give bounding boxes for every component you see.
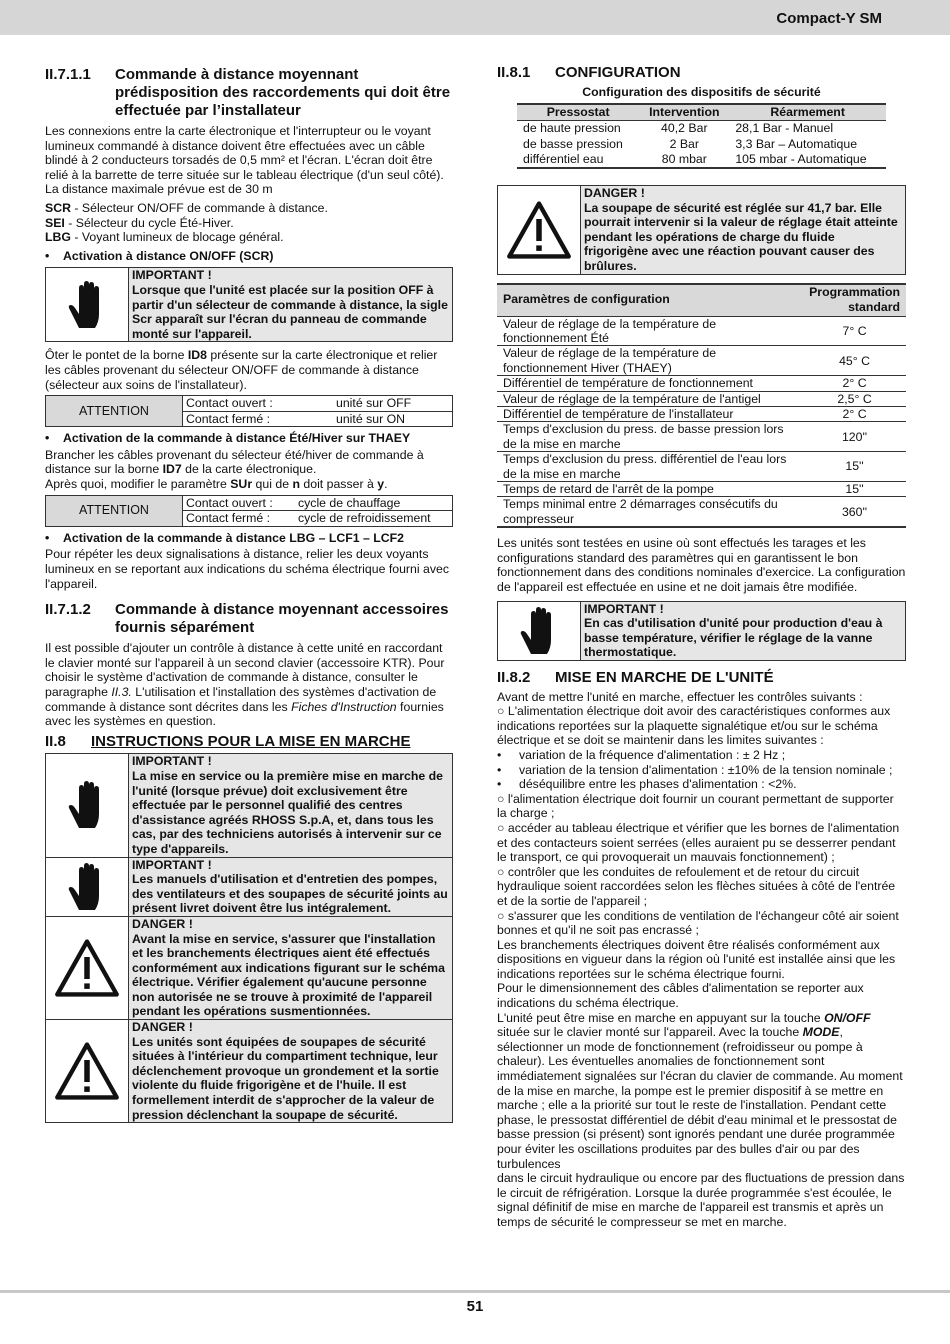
- column-header: Réarmement: [729, 104, 886, 121]
- attention-row: Contact ouvert : unité sur OFF: [183, 396, 452, 412]
- table-row: Différentiel de température de fonctionnement 2° C: [497, 376, 906, 391]
- hand-stop-icon: [46, 858, 129, 916]
- check-item: ○ accéder au tableau électrique et vérifier que les bornes de l'alimentation et des contacteurs soient serrées (elles auraient pu se desserrer pendant le transport, ce qui provoquerait un mauvais fonctionnement) ;: [497, 820, 900, 865]
- safety-devices-table: [517, 103, 886, 169]
- box-text: Les unités sont équipées de soupapes de sécurité situées à l'intérieur du compartiment technique, leur déclenchement provoque un grondement et la sortie violente du fluide frigorigène et de l'huile. Il est formellement interdit de s'approcher de la valeur de pression déclenchant la soupape de sécurité.: [132, 1034, 439, 1122]
- table-caption: Configuration des dispositifs de sécurité: [582, 84, 821, 99]
- page-number: 51: [466, 1298, 484, 1315]
- box-title: IMPORTANT !: [584, 601, 664, 616]
- table-row: différentiel eau 80 mbar 105 mbar - Automatique: [517, 152, 886, 168]
- section-heading-ii-7-1-2: [45, 601, 453, 637]
- paragraph: Avant de mettre l'unité en marche, effectuer les contrôles suivants :: [497, 689, 863, 704]
- check-item: ○ l'alimentation électrique doit fournir un courant permettant de supporter la charge ;: [497, 791, 894, 821]
- warning-triangle-icon: [46, 917, 129, 1019]
- warning-triangle-icon: [46, 1020, 129, 1122]
- box-title: DANGER !: [584, 186, 645, 200]
- box-text: En cas d'utilisation d'unité pour production d'eau à basse température, vérifier le réglage de la vanne thermostatique.: [584, 616, 883, 660]
- column-header: Programmation standard: [803, 284, 906, 317]
- section-number: II.7.1.2: [45, 601, 91, 619]
- table-row: Différentiel de température de l'installateur 2° C: [497, 407, 906, 422]
- box-text: La mise en service ou la première mise en marche de l'unité (lorsque prévue) doit exclusivement être effectuée par le personnel qualifié des centres d'assistance agréés RHOSS S.p.A, et, dans tous les cas, par des techniciens autorisés à intervenir sur ce type d'appareils.: [132, 768, 443, 856]
- box-title: DANGER !: [132, 1020, 193, 1035]
- attention-label: ATTENTION: [46, 396, 183, 426]
- list-item: • déséquilibre entre les phases d'alimentation : <2%.: [497, 777, 797, 792]
- paragraph: Les unités sont testées en usine où sont effectués les tarages et les configurations standard des paramètres qui en garantissent le bon fonctionnement dans des conditions nominales d'exercice. La configuration de l'appareil est effectuée en usine et ne doit jamais être modifiée.: [497, 536, 906, 595]
- list-item: • variation de la fréquence d'alimentation : ± 2 Hz ;: [497, 747, 786, 762]
- warning-triangle-icon: [498, 186, 581, 274]
- section-title: MISE EN MARCHE DE L'UNITÉ: [555, 669, 774, 686]
- definition-lbg: LBG - Voyant lumineux de blocage général.: [45, 230, 284, 245]
- left-column: [45, 66, 453, 1129]
- section-title: INSTRUCTIONS POUR LA MISE EN MARCHE: [91, 732, 411, 750]
- table-row: Temps d'exclusion du press. différentiel de l'eau lors de la mise en marche 15'': [497, 452, 906, 482]
- column-header: Intervention: [639, 104, 729, 121]
- paragraph: Les branchements électriques doivent être réalisés conformément aux dispositions en vigueur dans la région où l'unité est installée ainsi que les indications reportées sur le schéma électrique fourni.: [497, 937, 896, 981]
- attention-table: [45, 395, 453, 427]
- paragraph: Après quoi, modifier le paramètre SUr qui de n doit passer à y.: [45, 477, 388, 492]
- box-text: La soupape de sécurité est réglée sur 41,7 bar. Elle pourrait intervenir si la valeur de réglage était atteinte pendant les opérations de charge du fluide frigorigène avec une réaction pouvant causer des brûlures.: [584, 200, 898, 273]
- attention-row: Contact fermé : cycle de refroidissement: [186, 511, 431, 526]
- section-heading-ii-8-1: [497, 66, 906, 81]
- paragraph: Brancher les câbles provenant du sélecteur été/hiver de commande à distance sur la borne ID7 de la carte électronique.: [45, 447, 424, 477]
- box-title: IMPORTANT !: [132, 857, 212, 872]
- column-header: Paramètres de configuration: [497, 284, 803, 317]
- important-box: [45, 267, 453, 342]
- paragraph: Ôter le pontet de la borne ID8 présente sur la carte électronique et relier les câbles provenant du sélecteur ON/OFF de commande à distance (sélecteur aux soins de l'installateur).: [45, 348, 438, 392]
- important-box: [46, 754, 452, 857]
- attention-label: ATTENTION: [46, 496, 183, 526]
- box-title: IMPORTANT !: [132, 754, 212, 769]
- safety-notice-stack: [45, 753, 453, 1123]
- section-heading-ii-8: [45, 732, 453, 750]
- section-number: II.8.2: [497, 669, 531, 686]
- check-item: ○ s'assurer que les conditions de ventilation de l'échangeur côté air soient bonnes et qu'il ne soit pas encrassé ;: [497, 908, 899, 938]
- hand-stop-icon: [46, 268, 129, 341]
- paragraph: Pour répéter les deux signalisations à distance, relier les deux voyants lumineux en se reportant aux indications du schéma électrique fourni avec l'appareil.: [45, 547, 449, 591]
- table-row: Temps de retard de l'arrêt de la pompe 15'': [497, 482, 906, 497]
- table-row: Valeur de réglage de la température de fonctionnement Été 7° C: [497, 316, 906, 346]
- section-title: Commande à distance moyennant prédisposition des raccordements qui doit être effectuée par l’installateur: [115, 66, 451, 119]
- check-item: ○ L'alimentation électrique doit avoir des caractéristiques conformes aux indications reportées sur la plaquette signalétique et/ou sur le schéma électrique et se doit se maintenir dans les limites suivantes :: [497, 704, 891, 748]
- box-title: DANGER !: [132, 916, 193, 931]
- section-heading-ii-8-2: [497, 671, 906, 686]
- footer-divider: [0, 1290, 950, 1293]
- paragraph: L'unité peut être mise en marche en appuyant sur la touche ON/OFF située sur le clavier monté sur l'appareil. Avec la touche MODE, sélectionner un mode de fonctionnement (refroidisseur ou pompe à chaleur). Les éventuelles anomalies de fonctionnement sont immédiatement signalées sur l'écran du clavier de commande. Au moment de la mise en marche, la pompe est le premier dispositif à se mettre en marche ; elle a la priorité sur tout le reste de l'installation. Pendant cette phase, le pressostat différentiel de débit d'eau minimal et le pressostat de basse pression (si présent) sont ignorés pendant une durée programmée pour éviter les oscillations produites par des bulles d'air ou par des turbulences: [497, 1010, 903, 1171]
- bullet-heading: • Activation à distance ON/OFF (SCR): [45, 248, 274, 263]
- section-number: II.7.1.1: [45, 66, 91, 83]
- hand-stop-icon: [498, 602, 581, 660]
- check-item: ○ contrôler que les conduites de refoulement et de retour du circuit hydraulique soient raccordées selon les flèches situées à côté de l'entrée et de la sortie de l'appareil ;: [497, 864, 896, 908]
- danger-box: [46, 917, 452, 1020]
- section-number: II.8: [45, 732, 66, 750]
- section-heading-ii-7-1-1: [45, 66, 453, 120]
- danger-box: [497, 185, 906, 275]
- hand-stop-icon: [46, 754, 129, 856]
- table-row: Temps d'exclusion du press. de basse pression lors de la mise en marche 120'': [497, 422, 906, 452]
- column-header: Pressostat: [517, 104, 639, 121]
- table-row: de basse pression 2 Bar 3,3 Bar – Automatique: [523, 136, 858, 151]
- table-row: Valeur de réglage de la température de fonctionnement Hiver (THAEY) 45° C: [497, 346, 906, 376]
- right-column: [497, 66, 906, 1230]
- attention-row: Contact fermé : unité sur ON: [186, 411, 406, 426]
- paragraph: Les connexions entre la carte électronique et l'interrupteur ou le voyant lumineux commandé à distance doivent être effectuées avec un câble blindé à 2 conducteurs torsadés de 0,5 mm² et l'écran. L'écran doit être relié à la barrette de terre située sur le tableau électrique (d'un seul côté). La distance maximale prévue est de 30 m: [45, 124, 444, 197]
- attention-table: [45, 495, 453, 527]
- paragraph: Pour le dimensionnement des câbles d'alimentation se reporter aux indications du schéma électrique.: [497, 981, 864, 1011]
- table-row: Temps minimal entre 2 démarrages consécutifs du compresseur 360'': [497, 497, 906, 527]
- paragraph: Il est possible d'ajouter un contrôle à distance à cette unité en raccordant le clavier monté sur l'appareil à un second clavier (accessoire KTR). Pour choisir le système d'activation de commande à distance, consulter le paragraphe II.3. L'utilisation et l'installation des systèmes d'activation de commande à distance sont décrites dans les Fiches d'Instruction fournies avec les systèmes en question.: [45, 641, 445, 729]
- box-text: Les manuels d'utilisation et d'entretien des pompes, des ventilateurs et des soupapes de sécurité joints au présent livret doivent être lus intégralement.: [132, 872, 448, 916]
- paragraph: dans le circuit hydraulique ou encore par des fluctuations de pression dans le circuit de réfrigération. Lorsque la durée programmée s'est écoulée, le signal définitif de mise en marche de l'appareil est transmis et après un temps de sécurité le compresseur se met en marche.: [497, 1171, 905, 1229]
- page-header: [0, 0, 950, 35]
- important-box: [497, 601, 906, 661]
- box-text: Avant la mise en service, s'assurer que l'installation et les branchements électriques aient été effectués conformément aux indications figurant sur le schéma électrique. Vérifier également qu'aucune personne non autorisée ne se trouve à proximité de l'appareil pendant les opérations susmentionnées.: [132, 931, 445, 1019]
- list-item: • variation de la tension d'alimentation : ±10% de la tension nominale ;: [497, 762, 893, 777]
- table-row: Valeur de réglage de la température de l'antigel 2,5° C: [497, 391, 906, 406]
- box-title: IMPORTANT !: [132, 268, 212, 283]
- important-box: [46, 858, 452, 917]
- bullet-heading: • Activation de la commande à distance Été/Hiver sur THAEY: [45, 431, 411, 446]
- section-title: CONFIGURATION: [555, 64, 681, 81]
- section-number: II.8.1: [497, 64, 531, 81]
- header-title: Compact-Y SM: [776, 10, 882, 27]
- configuration-parameters-table: [497, 283, 906, 529]
- bullet-heading: • Activation de la commande à distance LBG – LCF1 – LCF2: [45, 530, 404, 545]
- danger-box: [46, 1020, 452, 1122]
- table-row: de haute pression 40,2 Bar 28,1 Bar - Manuel: [523, 121, 834, 136]
- box-text: Lorsque que l'unité est placée sur la position OFF à partir d'un sélecteur de commande à distance, la sigle Scr apparaît sur l'écran du panneau de commande monté sur l'appareil.: [132, 282, 448, 341]
- definition-sei: SEI - Sélecteur du cycle Été-Hiver.: [45, 215, 234, 230]
- attention-row: Contact ouvert : cycle de chauffage: [183, 496, 452, 512]
- section-title: Commande à distance moyennant accessoires fournis séparément: [115, 601, 449, 637]
- definition-scr: SCR - Sélecteur ON/OFF de commande à distance.: [45, 200, 328, 215]
